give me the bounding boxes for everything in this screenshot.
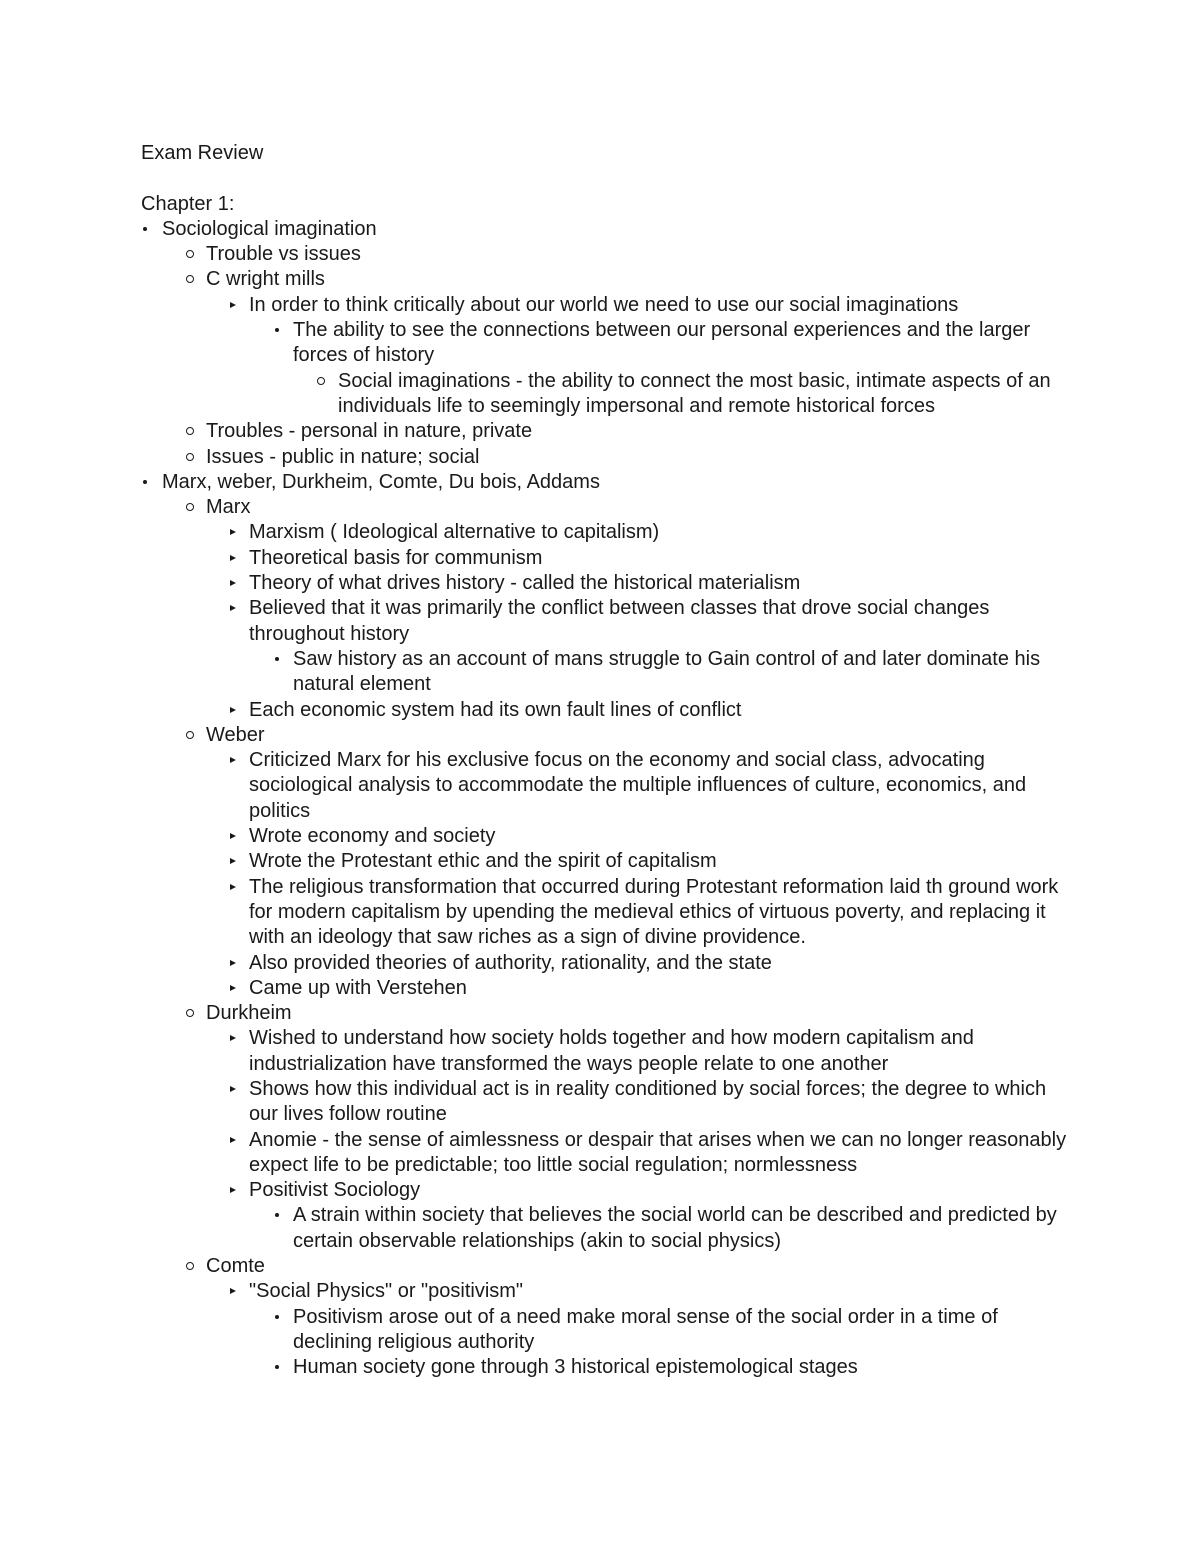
bullet-circle-icon (186, 495, 198, 520)
outline-item-text: Comte (206, 1255, 265, 1278)
outline-item-level-3 (141, 1077, 1071, 1128)
outline-item-text: Wrote the Protestant ethic and the spirit of capitalism (249, 850, 717, 873)
bullet-triangle-icon (229, 546, 241, 571)
outline-item-text: Believed that it was primarily the conflict between classes that drove social changes throughout history (249, 597, 990, 645)
document-page (141, 141, 1071, 1381)
outline-item-level-3 (141, 976, 1071, 1001)
outline-item-text: Theoretical basis for communism (249, 546, 543, 569)
bullet-circle-icon (186, 723, 198, 748)
bullet-triangle-icon (229, 596, 241, 621)
bullet-dot-icon (141, 470, 153, 495)
outline-item-text: Sociological imagination (162, 217, 377, 240)
outline-item-level-4 (141, 1355, 1071, 1380)
outline-item-level-3 (141, 571, 1071, 596)
outline-item-text: Came up with Verstehen (249, 976, 467, 999)
outline-item-level-4 (141, 1203, 1071, 1254)
outline-item-level-3 (141, 1026, 1071, 1077)
outline-item-level-3 (141, 748, 1071, 824)
bullet-triangle-icon (229, 520, 241, 545)
outline-item-level-2 (141, 419, 1071, 444)
bullet-triangle-icon (229, 824, 241, 849)
bullet-triangle-icon (229, 976, 241, 1001)
outline-item-text: A strain within society that believes the social world can be described and predicted by certain observable relationships (akin to social physics) (293, 1204, 1057, 1252)
bullet-dot-icon (273, 318, 285, 343)
outline-item-text: Trouble vs issues (206, 243, 361, 266)
outline-item-text: Anomie - the sense of aimlessness or despair that arises when we can no longer reasonably expect life to be predictable; too little social regulation; normlessness (249, 1128, 1067, 1176)
outline-item-level-2 (141, 267, 1071, 292)
outline-item-level-2 (141, 723, 1071, 748)
outline-item-text: Saw history as an account of mans struggle to Gain control of and later dominate his natural element (293, 647, 1041, 696)
bullet-triangle-icon (229, 748, 241, 773)
bullet-dot-icon (273, 647, 285, 672)
outline-item-text: Shows how this individual act is in reality conditioned by social forces; the degree to which our lives follow routine (249, 1077, 1047, 1126)
outline-item-text: "Social Physics" or "positivism" (249, 1280, 524, 1303)
outline-item-text: Troubles - personal in nature, private (206, 420, 533, 443)
outline-list (141, 217, 1071, 1381)
outline-item-level-2 (141, 495, 1071, 520)
outline-item-level-3 (141, 293, 1071, 318)
outline-item-text: Theory of what drives history - called the historical materialism (249, 572, 801, 595)
outline-item-text: Human society gone through 3 historical epistemological stages (293, 1356, 858, 1379)
outline-item-level-3 (141, 824, 1071, 849)
outline-item-text: Each economic system had its own fault lines of conflict (249, 698, 742, 721)
outline-item-text: C wright mills (206, 268, 325, 291)
bullet-triangle-icon (229, 1026, 241, 1051)
outline-item-level-3 (141, 875, 1071, 951)
outline-item-level-4 (141, 1305, 1071, 1356)
outline-item-text: Weber (206, 723, 265, 746)
outline-item-level-3 (141, 520, 1071, 545)
outline-item-level-3 (141, 849, 1071, 874)
outline-item-level-2 (141, 242, 1071, 267)
blank-line (141, 166, 1071, 191)
outline-item-text: Criticized Marx for his exclusive focus on the economy and social class, advocating sociological analysis to accommodate the multiple influences of culture, economics, and politics (249, 749, 1027, 822)
outline-item-text: Wished to understand how society holds together and how modern capitalism and industrialization have transformed the ways people relate to one another (249, 1027, 974, 1075)
bullet-circle-icon (186, 419, 198, 444)
outline-item-text: Marxism ( Ideological alternative to capitalism) (249, 521, 660, 544)
bullet-circle-icon (186, 1001, 198, 1026)
outline-item-level-2 (141, 1254, 1071, 1279)
outline-item-level-3 (141, 698, 1071, 723)
bullet-triangle-icon (229, 1279, 241, 1304)
outline-item-level-5 (141, 369, 1071, 420)
bullet-triangle-icon (229, 571, 241, 596)
bullet-dot-icon (273, 1203, 285, 1228)
bullet-triangle-icon (229, 293, 241, 318)
outline-item-text: Marx (206, 496, 251, 519)
outline-item-text: Positivist Sociology (249, 1179, 421, 1202)
outline-item-level-3 (141, 546, 1071, 571)
outline-item-level-3 (141, 1178, 1071, 1203)
outline-item-level-1 (141, 470, 1071, 495)
outline-item-level-3 (141, 951, 1071, 976)
document-title: Exam Review (141, 142, 264, 164)
bullet-circle-icon (317, 369, 329, 394)
outline-item-level-3 (141, 1279, 1071, 1304)
outline-item-level-4 (141, 647, 1071, 698)
outline-item-text: Issues - public in nature; social (206, 445, 480, 468)
outline-item-level-3 (141, 596, 1071, 647)
outline-item-level-3 (141, 1128, 1071, 1179)
outline-item-text: In order to think critically about our world we need to use our social imaginations (249, 293, 959, 316)
bullet-dot-icon (273, 1305, 285, 1330)
bullet-circle-icon (186, 267, 198, 292)
bullet-circle-icon (186, 445, 198, 470)
bullet-triangle-icon (229, 1128, 241, 1153)
bullet-circle-icon (186, 242, 198, 267)
bullet-triangle-icon (229, 1077, 241, 1102)
outline-item-level-2 (141, 1001, 1071, 1026)
outline-item-text: Also provided theories of authority, rationality, and the state (249, 951, 772, 974)
outline-item-text: Marx, weber, Durkheim, Comte, Du bois, Addams (162, 470, 600, 493)
bullet-dot-icon (273, 1355, 285, 1380)
bullet-triangle-icon (229, 1178, 241, 1203)
outline-item-level-4 (141, 318, 1071, 369)
bullet-triangle-icon (229, 698, 241, 723)
outline-item-text: Wrote economy and society (249, 825, 496, 848)
chapter-heading: Chapter 1: (141, 192, 235, 215)
bullet-triangle-icon (229, 951, 241, 976)
bullet-dot-icon (141, 217, 153, 242)
outline-item-text: The religious transformation that occurred during Protestant reformation laid th ground work for modern capitalism by upending the medieval ethics of virtuous poverty, and replacing it with an ideology that saw riches as a sign of divine providence. (249, 875, 1059, 949)
outline-item-text: Social imaginations - the ability to connect the most basic, intimate aspects of an individuals life to seemingly impersonal and remote historical forces (338, 369, 1051, 417)
bullet-triangle-icon (229, 849, 241, 874)
bullet-circle-icon (186, 1254, 198, 1279)
bullet-triangle-icon (229, 875, 241, 900)
outline-item-text: Positivism arose out of a need make moral sense of the social order in a time of declining religious authority (293, 1305, 998, 1353)
outline-item-text: The ability to see the connections between our personal experiences and the larger forces of history (293, 319, 1031, 367)
outline-item-level-2 (141, 445, 1071, 470)
outline-item-text: Durkheim (206, 1002, 292, 1025)
outline-item-level-1 (141, 217, 1071, 242)
